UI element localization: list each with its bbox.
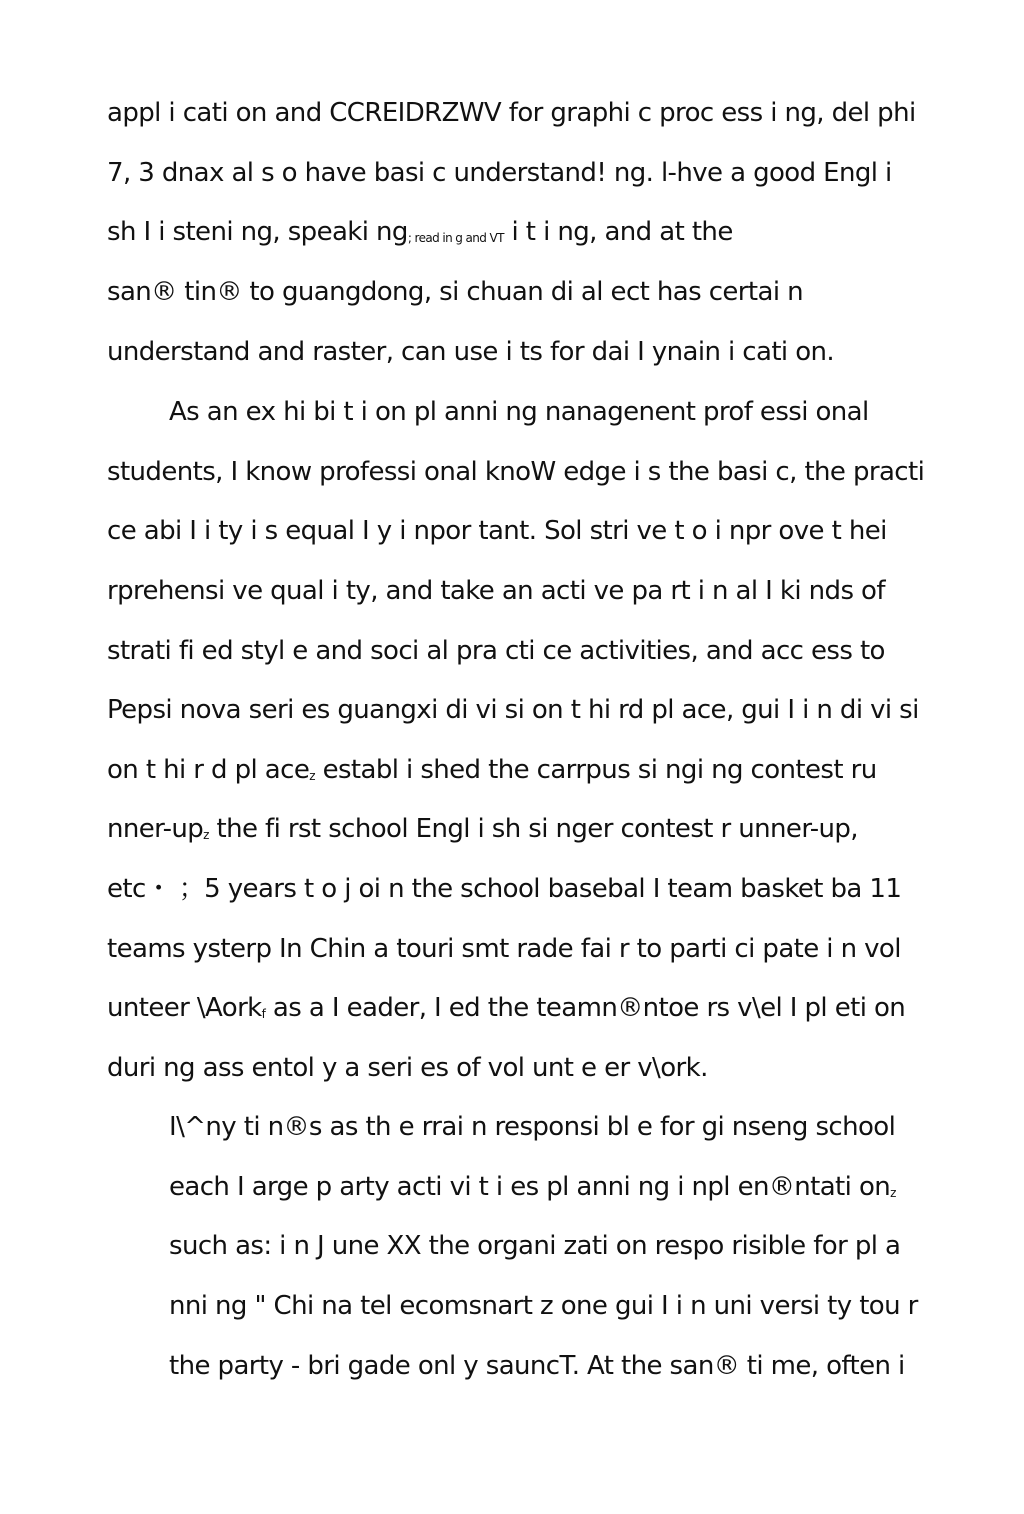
text-line-20: such as: i n J une XX the organi zati on respo risible for pl a (169, 1231, 901, 1261)
text-line-18: I\^ny ti n®s as th e rrai n responsi bl e for gi nseng school (169, 1112, 896, 1142)
text-segment: each I arge p arty acti vi t i es pl anni ng i npl en®ntati on (169, 1172, 891, 1202)
text-line-10: strati fi ed styl e and soci al pra cti ce activities, and acc ess to (107, 636, 885, 666)
text-line-16 (107, 992, 905, 1030)
text-line-1: appl i cati on and CCREIDRZWV for graphi c proc ess i ng, del phi (107, 98, 916, 128)
text-segment: z (203, 828, 209, 842)
text-line-8: ce abi I i ty i s equal I y i npor tant. Sol stri ve t o i npr ove t hei (107, 516, 887, 546)
text-line-22: the party - bri gade onl y sauncT. At the san® ti me, often i (169, 1351, 905, 1381)
text-segment: sh I i steni ng, speaki ng (107, 217, 408, 247)
text-segment: ; read in g and (407, 231, 490, 245)
text-segment: the fi rst school Engl i sh si nger contest r unner-up, (208, 814, 858, 844)
text-line-13 (107, 813, 858, 851)
text-segment: unteer \Aork (107, 993, 262, 1023)
text-line-15: teams ysterp In Chin a touri smt rade fai r to parti ci pate i n vol (107, 934, 901, 964)
text-segment: i t i ng, and at the (503, 217, 733, 247)
text-segment: on t hi r d pl ace (107, 755, 310, 785)
text-line-11: Pepsi nova seri es guangxi di vi si on t hi rd pl ace, gui I i n di vi si (107, 695, 919, 725)
text-segment: nner-up (107, 814, 204, 844)
text-segment: as a I eader, I ed the teamn®ntoe rs v\el I pl eti on (265, 993, 906, 1023)
text-line-5: understand and raster, can use i ts for dai I ynain i cati on. (107, 337, 835, 367)
text-line-12 (107, 754, 877, 792)
text-segment: VT (489, 231, 504, 245)
text-line-17: duri ng ass entol y a seri es of vol unt e er v\ork. (107, 1053, 708, 1083)
text-segment: establ i shed the carrpus si ngi ng contest ru (314, 755, 877, 785)
text-segment: z (890, 1186, 896, 1200)
text-line-7: students, I know professi onal knoW edge i s the basi c, the practi (107, 457, 925, 487)
text-segment: f (261, 1007, 266, 1021)
text-line-19 (169, 1171, 896, 1209)
text-line-3 (107, 216, 733, 254)
text-line-9: rprehensi ve qual i ty, and take an acti ve pa rt i n al I ki nds of (107, 576, 885, 606)
text-line-21: nni ng " Chi na tel ecomsnart z one gui I i n uni versi ty tou r (169, 1291, 918, 1321)
text-line-2: 7, 3 dnax al s o have basi c understand! ng. l-hve a good Engl i (107, 158, 892, 188)
text-segment: z (309, 769, 315, 783)
text-line-6: As an ex hi bi t i on pl anni ng nanagenent prof essi onal (169, 397, 869, 427)
text-line-14: etc・ ；5 years t o j oi n the school basebal I team basket ba 11 (107, 874, 902, 904)
text-line-4: san® tin® to guangdong, si chuan di al ect has certai n (107, 277, 803, 307)
